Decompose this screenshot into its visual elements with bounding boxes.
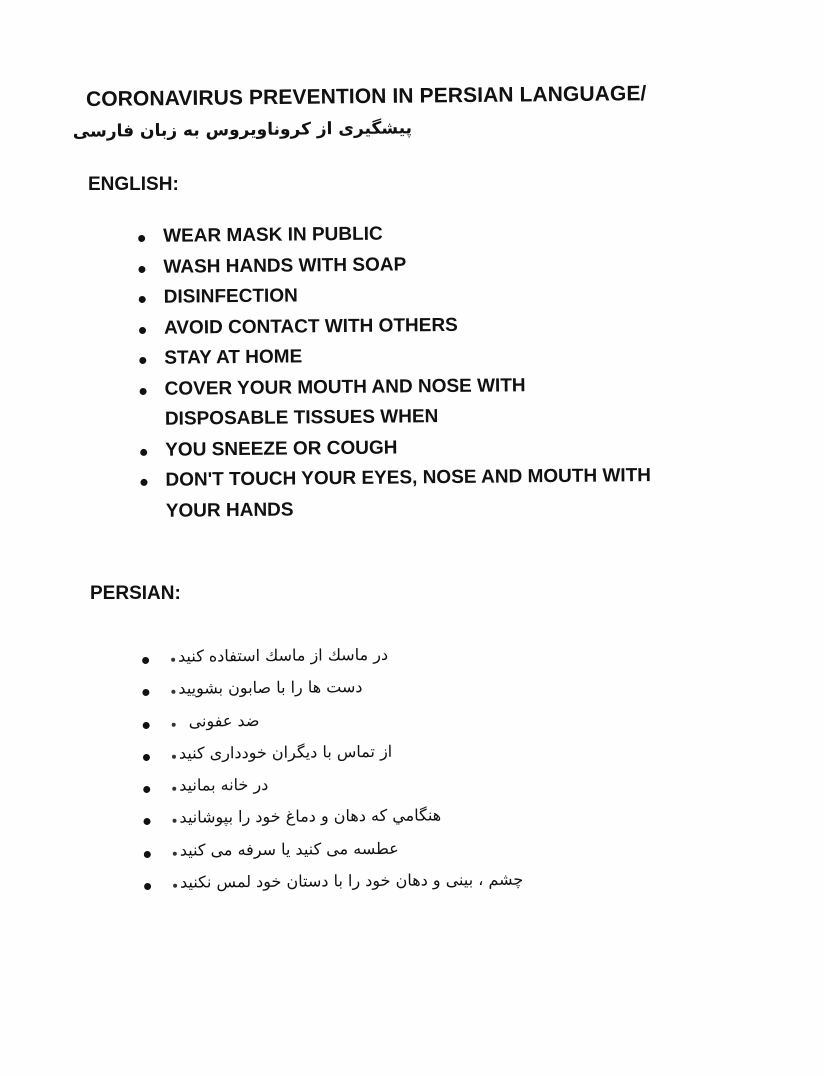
list-item-text: COVER YOUR MOUTH AND NOSE WITH DISPOSABLE TISSUES WHEN (164, 374, 526, 430)
dot-icon (172, 787, 176, 791)
bullet-icon (139, 296, 146, 303)
bullet-icon (140, 387, 147, 394)
bullet-icon (142, 689, 149, 696)
dot-icon (173, 851, 177, 855)
english-prevention-list (136, 216, 739, 527)
bullet-icon (143, 786, 150, 793)
list-item-text: در ماسك از ماسك استفاده كنيد (178, 644, 389, 666)
document-title-persian: پیشگیری از کروناویروس به زبان فارسی (72, 118, 413, 142)
bullet-icon (144, 883, 151, 890)
list-item (137, 338, 737, 374)
list-item (141, 705, 621, 741)
list-item-text: WASH HANDS WITH SOAP (163, 253, 407, 278)
bullet-icon (143, 754, 150, 761)
list-item (137, 370, 605, 435)
bullet-icon (144, 851, 151, 858)
list-item-text: WEAR MASK IN PUBLIC (163, 223, 383, 247)
list-item-text: DISINFECTION (163, 285, 298, 308)
list-item-text: YOU SNEEZE OR COUGH (165, 437, 398, 461)
persian-section-label: PERSIAN: (90, 583, 181, 604)
list-item-text: از تماس با دیگران خودداری كنید (178, 741, 393, 763)
list-item (141, 802, 621, 838)
list-item-text: چشم ، بینی و دهان خود را با دستان خود لمس نكنيد (179, 869, 524, 892)
bullet-icon (140, 448, 147, 455)
list-item-text: AVOID CONTACT WITH OTHERS (163, 314, 458, 339)
persian-prevention-list (140, 641, 622, 904)
bullet-icon (142, 657, 149, 664)
bullet-icon (138, 235, 145, 242)
dot-icon (171, 690, 175, 694)
dot-icon (173, 819, 177, 823)
document-title-english: CORONAVIRUS PREVENTION IN PERSIAN LANGUAGE/ (85, 82, 647, 111)
list-item-text: در خانه بمانيد (179, 775, 269, 795)
list-item-text: STAY AT HOME (164, 346, 303, 369)
list-item (141, 738, 621, 774)
list-item (140, 673, 620, 709)
list-item (142, 867, 622, 903)
dot-icon (172, 755, 176, 759)
bullet-icon (139, 357, 146, 364)
list-item-text: DON'T TOUCH YOUR EYES, NOSE AND MOUTH WITH YOUR HANDS (165, 465, 652, 522)
dot-icon (172, 722, 176, 726)
dot-icon (173, 884, 177, 888)
list-item (141, 770, 621, 806)
list-item (138, 461, 696, 527)
list-item (142, 835, 622, 871)
list-item-text: ضد عفونی (188, 710, 260, 731)
dot-icon (171, 658, 175, 662)
bullet-icon (143, 722, 150, 729)
bullet-icon (144, 818, 151, 825)
english-section-label: ENGLISH: (88, 174, 179, 195)
list-item-text: هنگامي كه دهان و دماغ خود را بپوشانيد (179, 805, 442, 828)
list-item-text: عطسه می كنید یا سرفه می كنید (179, 838, 399, 860)
list-item (140, 641, 620, 677)
bullet-icon (140, 479, 147, 486)
bullet-icon (139, 326, 146, 333)
bullet-icon (138, 265, 145, 272)
list-item-text: دست ها را با صابون بشوييد (178, 677, 363, 698)
